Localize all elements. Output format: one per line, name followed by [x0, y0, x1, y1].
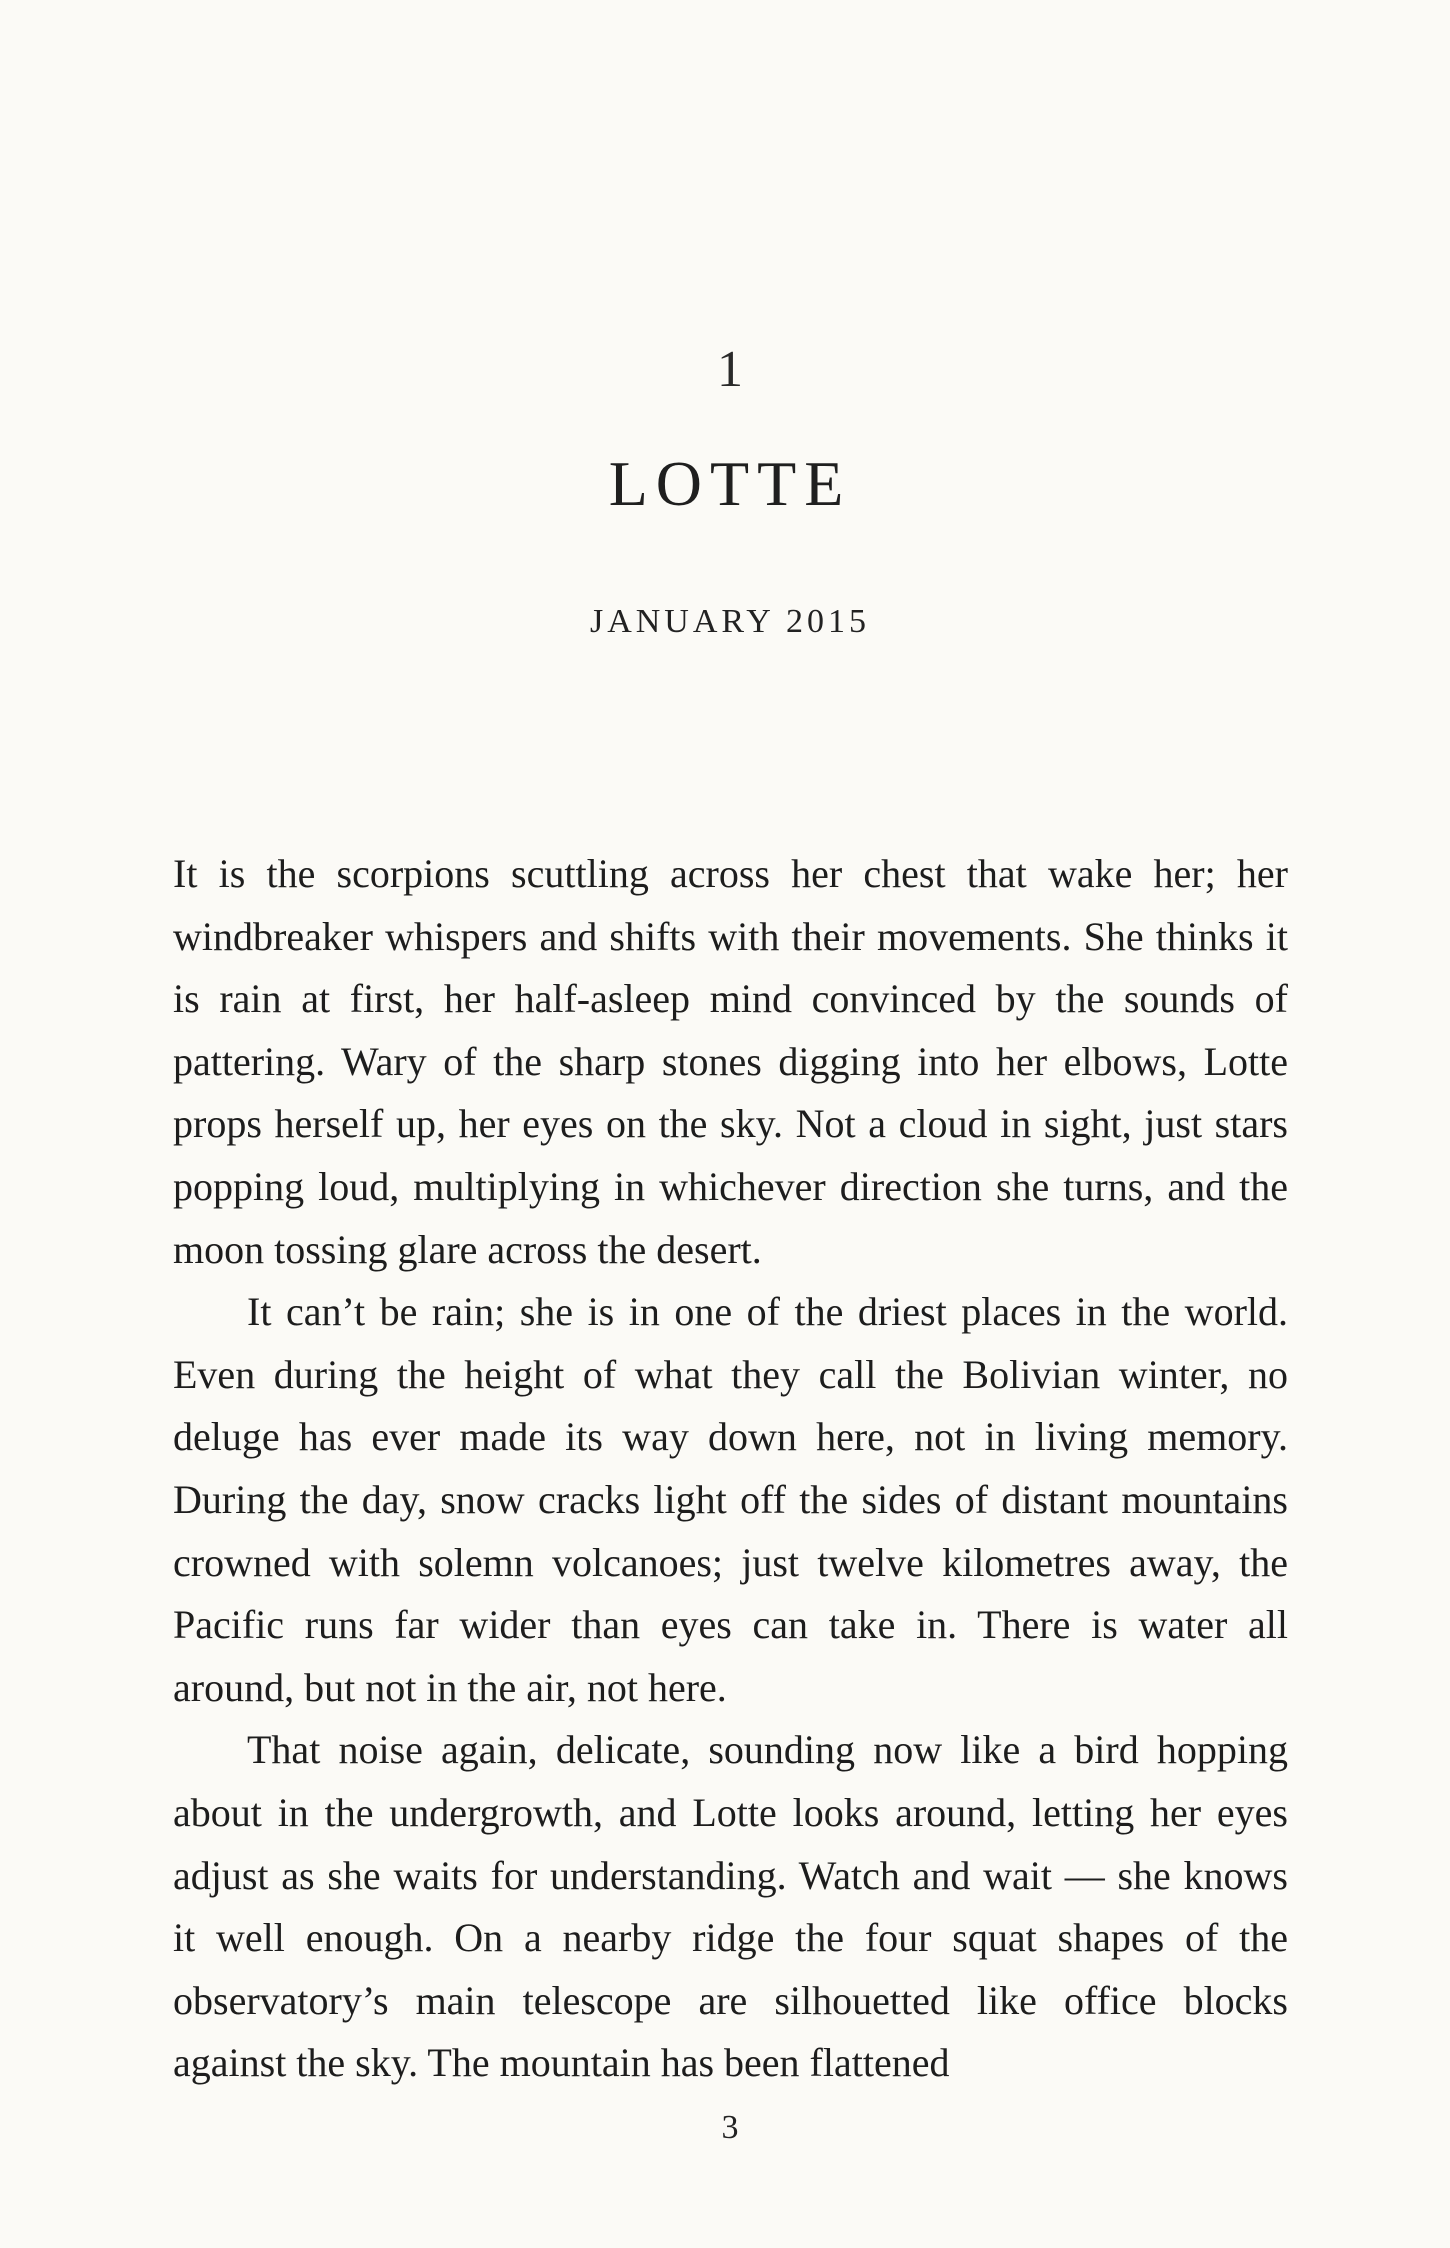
- chapter-title: LOTTE: [608, 448, 852, 519]
- page-number: 3: [721, 2109, 739, 2146]
- paragraph-1: It is the scorpions scuttling across her chest that wake her; her windbreaker whispers and shifts with their movements. She thinks it is rain at first, her half-asleep mind convinced by the sounds of pattering. Wary of the sharp stones digging into her elbows, Lotte props herself up, her eyes on the sky. Not a cloud in sight, just stars popping loud, multiplying in whichever direction she turns, and the moon tossing glare across the desert.: [173, 851, 1288, 1272]
- chapter-date: JANUARY 2015: [589, 603, 871, 640]
- body-text: [173, 843, 1288, 2095]
- chapter-number: 1: [717, 341, 743, 398]
- paragraph-3: That noise again, delicate, sounding now like a bird hopping about in the undergrowth, and Lotte looks around, letting her eyes adjust as she waits for understanding. Watch and wait — she knows it well enough. On a nearby ridge the four squat shapes of the observatory’s main telescope are silhouetted like office blocks against the sky. The mountain has been flattened: [173, 1727, 1288, 2086]
- paragraph-2: It can’t be rain; she is in one of the driest places in the world. Even during the height of what they call the Bolivian winter, no deluge has ever made its way down here, not in living memory. During the day, snow cracks light off the sides of distant mountains crowned with solemn volcanoes; just twelve kilometres away, the Pacific runs far wider than eyes can take in. There is water all around, but not in the air, not here.: [173, 1289, 1288, 1710]
